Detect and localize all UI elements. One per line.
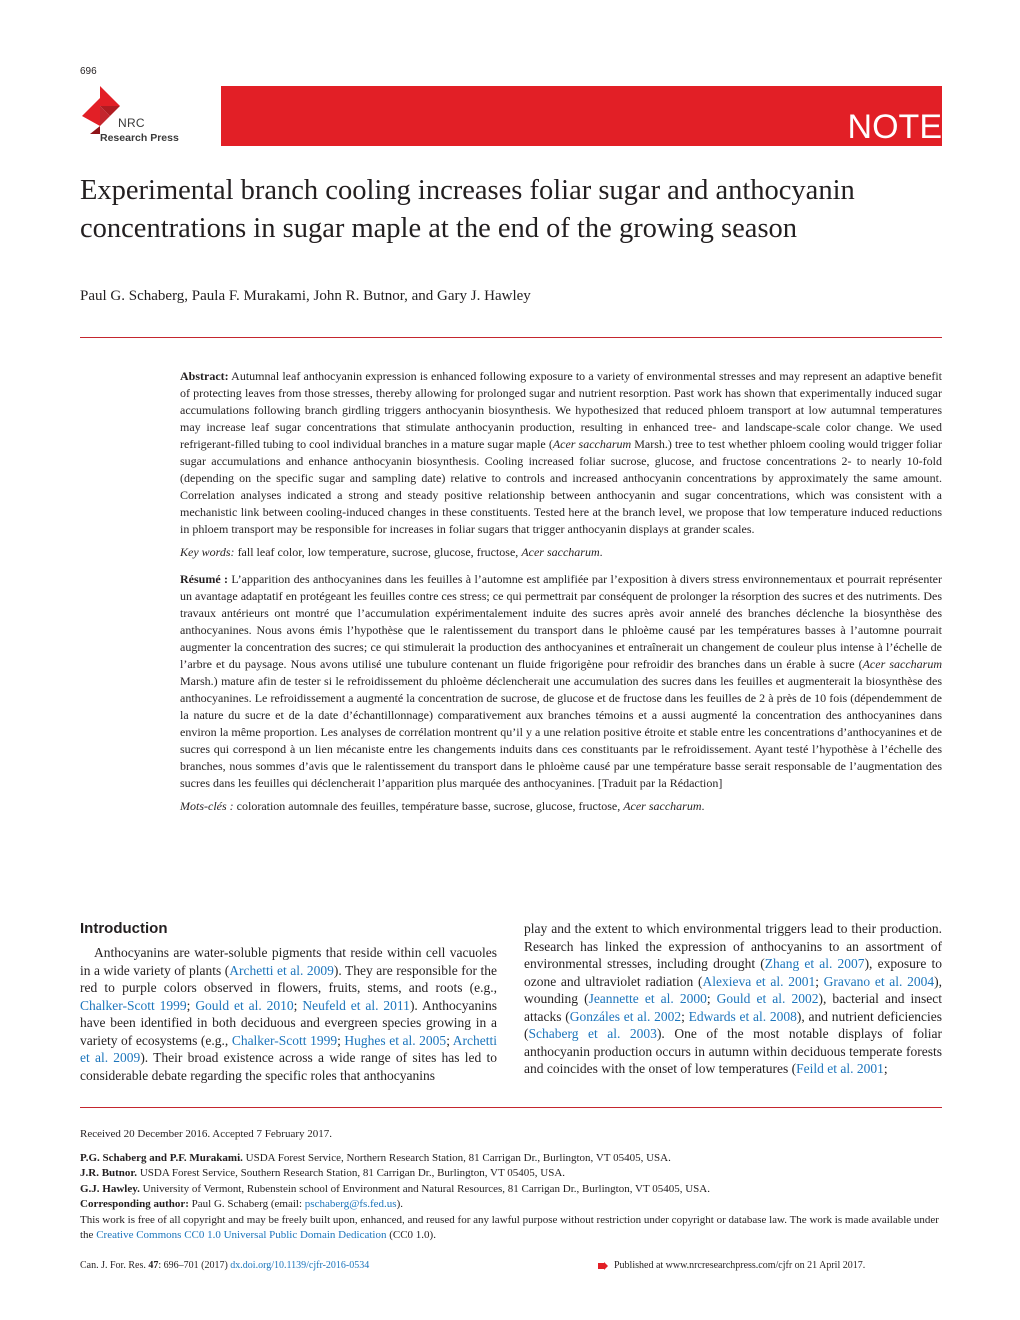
journal-name: Can. J. For. Res. xyxy=(80,1260,149,1271)
body-text: ), exposure to ozone and ultraviolet radiation ( xyxy=(524,956,942,989)
arrow-icon xyxy=(598,1262,608,1270)
body-text: ; xyxy=(681,1008,689,1024)
body-text: ). They are responsible for the red to purple colors observed in flowers, fruits, stems, and roots (e.g., xyxy=(80,962,497,995)
body-text: ; xyxy=(706,991,717,1006)
divider-top xyxy=(80,337,942,338)
received-dates: Received 20 December 2016. Accepted 7 February 2017. xyxy=(80,1128,332,1140)
body-text: Anthocyanins are water-soluble pigments that reside within cell vacuoles in a wide variety of plants ( xyxy=(80,945,497,978)
body-text: ). Their broad existence across a wide range of sites has led to considerable debate regarding the specific roles that anthocyanins xyxy=(80,1050,497,1083)
corresponding-author-end: ). xyxy=(396,1198,404,1210)
mots-cles-text: coloration automnale des feuilles, température basse, sucrose, glucose, fructose, xyxy=(233,799,624,813)
body-text: play and the extent to which environmental triggers lead to their production. Research has linked the expression of anthocyanins to an assortment of environmental stresses, including drought ( xyxy=(524,921,942,971)
corresponding-author-label: Corresponding author: xyxy=(80,1198,189,1210)
keywords-end: . xyxy=(599,545,603,559)
logo-research-press-text: Research Press xyxy=(100,132,179,144)
email-link[interactable]: pschaberg@fs.fed.us xyxy=(304,1198,397,1210)
citation-link[interactable]: Schaberg et al. 2003 xyxy=(528,1026,657,1041)
abstract-block xyxy=(180,368,942,815)
citation-link[interactable]: Zhang et al. 2007 xyxy=(764,956,865,971)
page-number: 696 xyxy=(80,66,97,77)
footnotes xyxy=(80,1127,942,1244)
citation-link[interactable]: Archetti et al. 2009 xyxy=(80,1032,497,1065)
license-statement xyxy=(80,1213,942,1244)
citation-link[interactable]: Chalker-Scott 1999 xyxy=(80,997,187,1013)
citation-link[interactable]: Edwards et al. 2008 xyxy=(688,1008,797,1024)
citation-link[interactable]: Feild et al. 2001 xyxy=(796,1061,884,1076)
citation-link[interactable]: Alexieva et al. 2001 xyxy=(702,973,816,989)
corresponding-author xyxy=(80,1197,942,1213)
body-text: ; xyxy=(815,973,824,989)
affiliation xyxy=(80,1182,942,1198)
article-authors: Paul G. Schaberg, Paula F. Murakami, John R. Butnor, and Gary J. Hawley xyxy=(80,288,531,304)
published-text: Published at www.nrcresearchpress.com/cjfr on 21 April 2017. xyxy=(614,1260,866,1271)
body-text: ), bacterial and insect attacks ( xyxy=(524,991,942,1024)
affiliation-text: USDA Forest Service, Northern Research Station, 81 Carrigan Dr., Burlington, VT 05405, USA. xyxy=(242,1151,671,1164)
citation-link[interactable]: Gonzáles et al. 2002 xyxy=(569,1008,682,1024)
section-heading-introduction: Introduction xyxy=(80,920,168,937)
affiliation-name: P.G. Schaberg and P.F. Murakami. xyxy=(80,1151,243,1164)
citation-link[interactable]: Chalker-Scott 1999 xyxy=(231,1032,338,1048)
citation-link[interactable]: Gravano et al. 2004 xyxy=(823,973,935,989)
citation-link[interactable]: Jeannette et al. 2000 xyxy=(588,991,707,1006)
divider-footnotes xyxy=(80,1107,942,1108)
citation-link[interactable]: Hughes et al. 2005 xyxy=(344,1032,447,1048)
corresponding-author-text: Paul G. Schaberg (email: xyxy=(188,1198,305,1210)
abstract-text: Marsh.) tree to test whether phloem cooling would trigger foliar sugar accumulations and enhance anthocyanin biosynthesis. Cooling increased foliar sucrose, glucose, and fructose concentrations 2- to nearly 10-fold (depending on the specific sugar and sampling date) relative to controls and increased anthocyanin concentrations by approximately the same amount. Correlation analyses indicated a strong and steady positive relationship between anthocyanin and sugar concentrations, which was consistent with a mechanistic link between cooling-induced changes in these constituents. Tested here at the branch level, we propose that low temperature induced reductions in phloem transport may be responsible for increases in foliar sugars that trigger anthocyanin displays at grander scales. xyxy=(180,437,943,536)
body-text: ). One of the most notable displays of foliar anthocyanin production occurs in autumn within deciduous temperate forests and coincides with the onset of low temperatures ( xyxy=(524,1026,942,1076)
affiliation xyxy=(80,1166,942,1182)
license-text: This work is free of all copyright and may be freely built upon, enhanced, and reused for any lawful purpose without restriction under copyright or database law. The work is made available under the xyxy=(80,1213,939,1241)
citation-link[interactable]: Gould et al. 2002 xyxy=(716,991,819,1006)
body-text: ; xyxy=(293,997,303,1013)
citation-link[interactable]: Neufeld et al. 2011 xyxy=(302,997,410,1013)
species-name: Acer saccharum xyxy=(521,545,600,559)
keywords-text: fall leaf color, low temperature, sucrose, glucose, fructose, xyxy=(234,545,522,559)
license-end: (CC0 1.0). xyxy=(386,1229,436,1241)
logo-nrc-text: NRC xyxy=(118,116,145,130)
abstract-label: Abstract: xyxy=(180,369,229,383)
note-label: NOTE xyxy=(847,108,942,146)
resume-text: Marsh.) mature afin de tester si le refroidissement du phloème déclencherait une accumulation des sucres dans les feuilles et augmenterait la biosynthèse des anthocyanines. Le refroidissement a augmenté la concentration de sucrose, de glucose et de fructose dans les feuilles de 2 à près de 10 fois (dépendemment de la nature du sucre et de la date d’échantillonnage) comparativement aux branches témoins et a aussi augmenté la concentration des anthocyanines dans environ la même proportion. Les analyses de corrélation montrent qu’il y a une relation positive étroite et stable entre les concentrations d’anthocyanines et de sucres qui correspond à un lien mécaniste entre les changements induits dans ces constituants par le refroidissement. Ayant testé l’hypothèse à l’échelle des branches, nous sommes d’avis que le ralentissement du transport dans le phloème causé par une température basse serait responsable de l’augmentation des sucres dans les feuilles qui déclencherait l’apparition plus marquée des anthocyanines. [Traduit par la Rédaction] xyxy=(180,674,942,790)
article-title: Experimental branch cooling increases foliar sugar and anthocyanin concentrations in sugar maple at the end of the growing season xyxy=(80,175,855,244)
affiliation xyxy=(80,1151,942,1167)
resume-label: Résumé : xyxy=(180,572,229,586)
doi-link[interactable]: dx.doi.org/10.1139/cjfr-2016-0534 xyxy=(230,1260,370,1271)
journal-volume: 47 xyxy=(148,1260,159,1271)
affiliation-name: J.R. Butnor. xyxy=(80,1167,138,1179)
journal-pages: : 696–701 (2017) xyxy=(158,1260,231,1271)
species-name: Acer saccharum xyxy=(862,657,942,671)
species-name: Acer saccharum xyxy=(552,437,632,451)
species-name: Acer saccharum xyxy=(623,799,702,813)
body-text: ), and nutrient deficiencies ( xyxy=(524,1008,942,1041)
keywords-label: Key words: xyxy=(180,545,235,559)
resume-text: L’apparition des anthocyanines dans les feuilles à l’automne est amplifiée par l’exposition à divers stress environnementaux et pourrait représenter un avantage adaptatif en protégeant les feuilles contre ces stress; ce qui permettrait par conséquent de prolonger la résorption des sucres et des nutriments. Des travaux antérieurs ont montré que l’accumulation expérimentalement induite des sucres après avoir annelé des branches déclenche la biosynthèse des anthocyanines. Nous avons émis l’hypothèse que le ralentissement du transport dans le phloème causé par les températures basses à l’automne pourrait augmenter la concentration des sucres; ce qui stimulerait la production des anthocyanines et entraînerait un changement de couleur plus intense à l’échelle de l’arbre et du paysage. Nous avons utilisé une tubulure contenant un fluide frigorigène pour refroidir des branches dans un érable à sucre ( xyxy=(180,572,942,671)
nrc-research-press-logo xyxy=(80,86,230,148)
journal-citation xyxy=(80,1260,369,1271)
affiliation-text: University of Vermont, Rubenstein school of Environment and Natural Resources, 81 Carrigan Dr., Burlington, VT 05405, USA. xyxy=(139,1182,710,1195)
affiliation-text: USDA Forest Service, Southern Research Station, 81 Carrigan Dr., Burlington, VT 05405, USA. xyxy=(137,1167,566,1179)
citation-link[interactable]: Gould et al. 2010 xyxy=(195,997,294,1013)
abstract-text: Autumnal leaf anthocyanin expression is enhanced following exposure to a variety of environmental stresses and may represent an adaptive benefit of protecting leaves from those stresses, thereby allowing for prolonged sugar and nutrient resorption. Past work has shown that experimentally induced sugar accumulations following branch girdling triggers anthocyanin biosynthesis. We hypothesized that reduced phloem transport at low autumnal temperatures may increase leaf sugar concentrations that stimulate anthocyanin production, resulting in enhanced tree- and landscape-scale color change. We used refrigerant-filled tubing to cool individual branches in a mature sugar maple ( xyxy=(180,369,942,451)
affiliation-name: G.J. Hawley. xyxy=(80,1182,140,1195)
body-text: ; xyxy=(186,997,196,1013)
mots-cles xyxy=(180,798,942,815)
body-text: ; xyxy=(337,1032,345,1048)
mots-cles-end: . xyxy=(701,799,705,813)
body-text: ; xyxy=(883,1061,888,1076)
introduction-column-left xyxy=(80,944,497,1084)
license-link[interactable]: Creative Commons CC0 1.0 Universal Public Domain Dedication xyxy=(96,1229,387,1241)
body-text: ; xyxy=(446,1032,453,1048)
introduction-column-right xyxy=(524,920,942,1078)
citation-link[interactable]: Archetti et al. 2009 xyxy=(229,962,334,978)
note-banner xyxy=(221,86,942,146)
body-text: ), wounding ( xyxy=(524,973,942,1006)
mots-cles-label: Mots-clés : xyxy=(180,799,234,813)
abstract-paragraph xyxy=(180,368,942,538)
body-text: ). Anthocyanins have been identified in both deciduous and evergreen species growing in a variety of ecosystems (e.g., xyxy=(80,997,497,1048)
published-note xyxy=(598,1260,865,1271)
resume-paragraph xyxy=(180,571,942,792)
keywords xyxy=(180,544,942,561)
